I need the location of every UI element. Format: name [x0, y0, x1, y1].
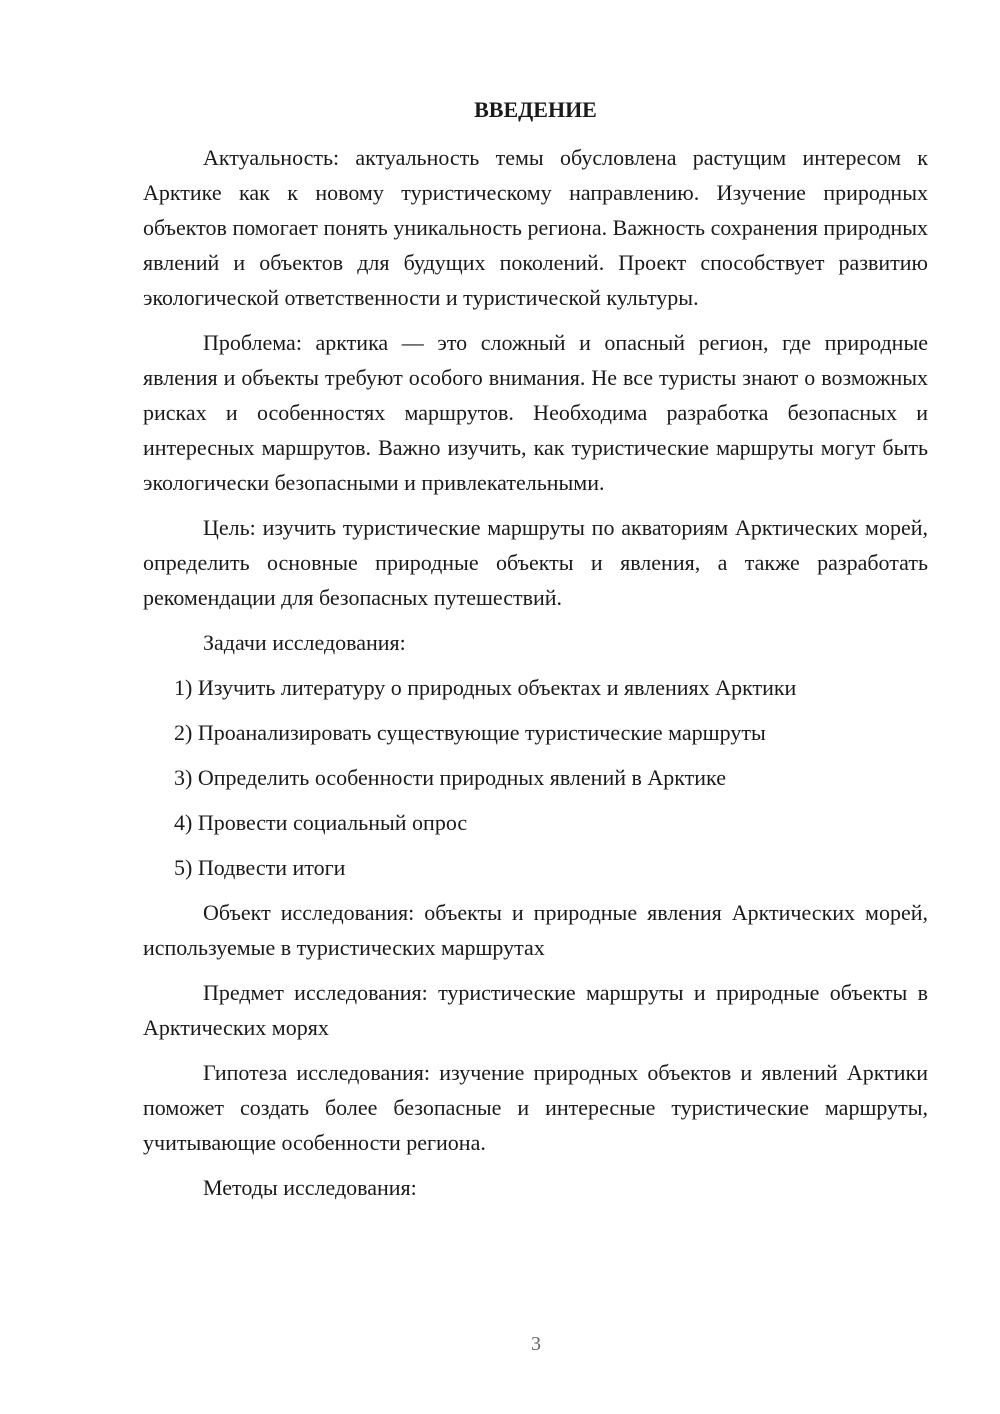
page-number: 3 — [531, 1333, 541, 1355]
methods-paragraph: Методы исследования: — [203, 1175, 417, 1200]
list-item: 5) Подвести итоги — [174, 855, 346, 880]
section-heading: ВВЕДЕНИЕ — [474, 97, 597, 122]
list-item: 4) Провести социальный опрос — [174, 810, 468, 835]
subject-paragraph: Предмет исследования: туристические маршруты и природные объекты в Арктических морях — [143, 980, 928, 1040]
page-content — [143, 95, 928, 1215]
object-paragraph: Объект исследования: объекты и природные явления Арктических морей, используемые в туристических маршрутах — [143, 900, 928, 960]
goal-paragraph: Цель: изучить туристические маршруты по акваториям Арктических морей, определить основные природные объекты и явления, а также разработать рекомендации для безопасных путешествий. — [143, 515, 928, 610]
problem-paragraph: Проблема: арктика — это сложный и опасный регион, где природные явления и объекты требуют особого внимания. Не все туристы знают о возможных рисках и особенностях маршрутов. Необходима разработка безопасных и интересных маршрутов. Важно изучить, как туристические маршруты могут быть экологически безопасными и привлекательными. — [143, 330, 928, 495]
hypothesis-paragraph: Гипотеза исследования: изучение природных объектов и явлений Арктики поможет создать более безопасные и интересные туристические маршруты, учитывающие особенности региона. — [143, 1060, 928, 1155]
list-item: 3) Определить особенности природных явлений в Арктике — [174, 765, 726, 790]
tasks-list — [143, 670, 928, 885]
tasks-title: Задачи исследования: — [203, 630, 406, 655]
list-item: 2) Проанализировать существующие туристические маршруты — [174, 720, 766, 745]
list-item: 1) Изучить литературу о природных объектах и явлениях Арктики — [174, 675, 797, 700]
relevance-paragraph: Актуальность: актуальность темы обусловлена растущим интересом к Арктике как к новому туристическому направлению. Изучение природных объектов помогает понять уникальность региона. Важность сохранения природных явлений и объектов для будущих поколений. Проект способствует развитию экологической ответственности и туристической культуры. — [143, 145, 928, 310]
